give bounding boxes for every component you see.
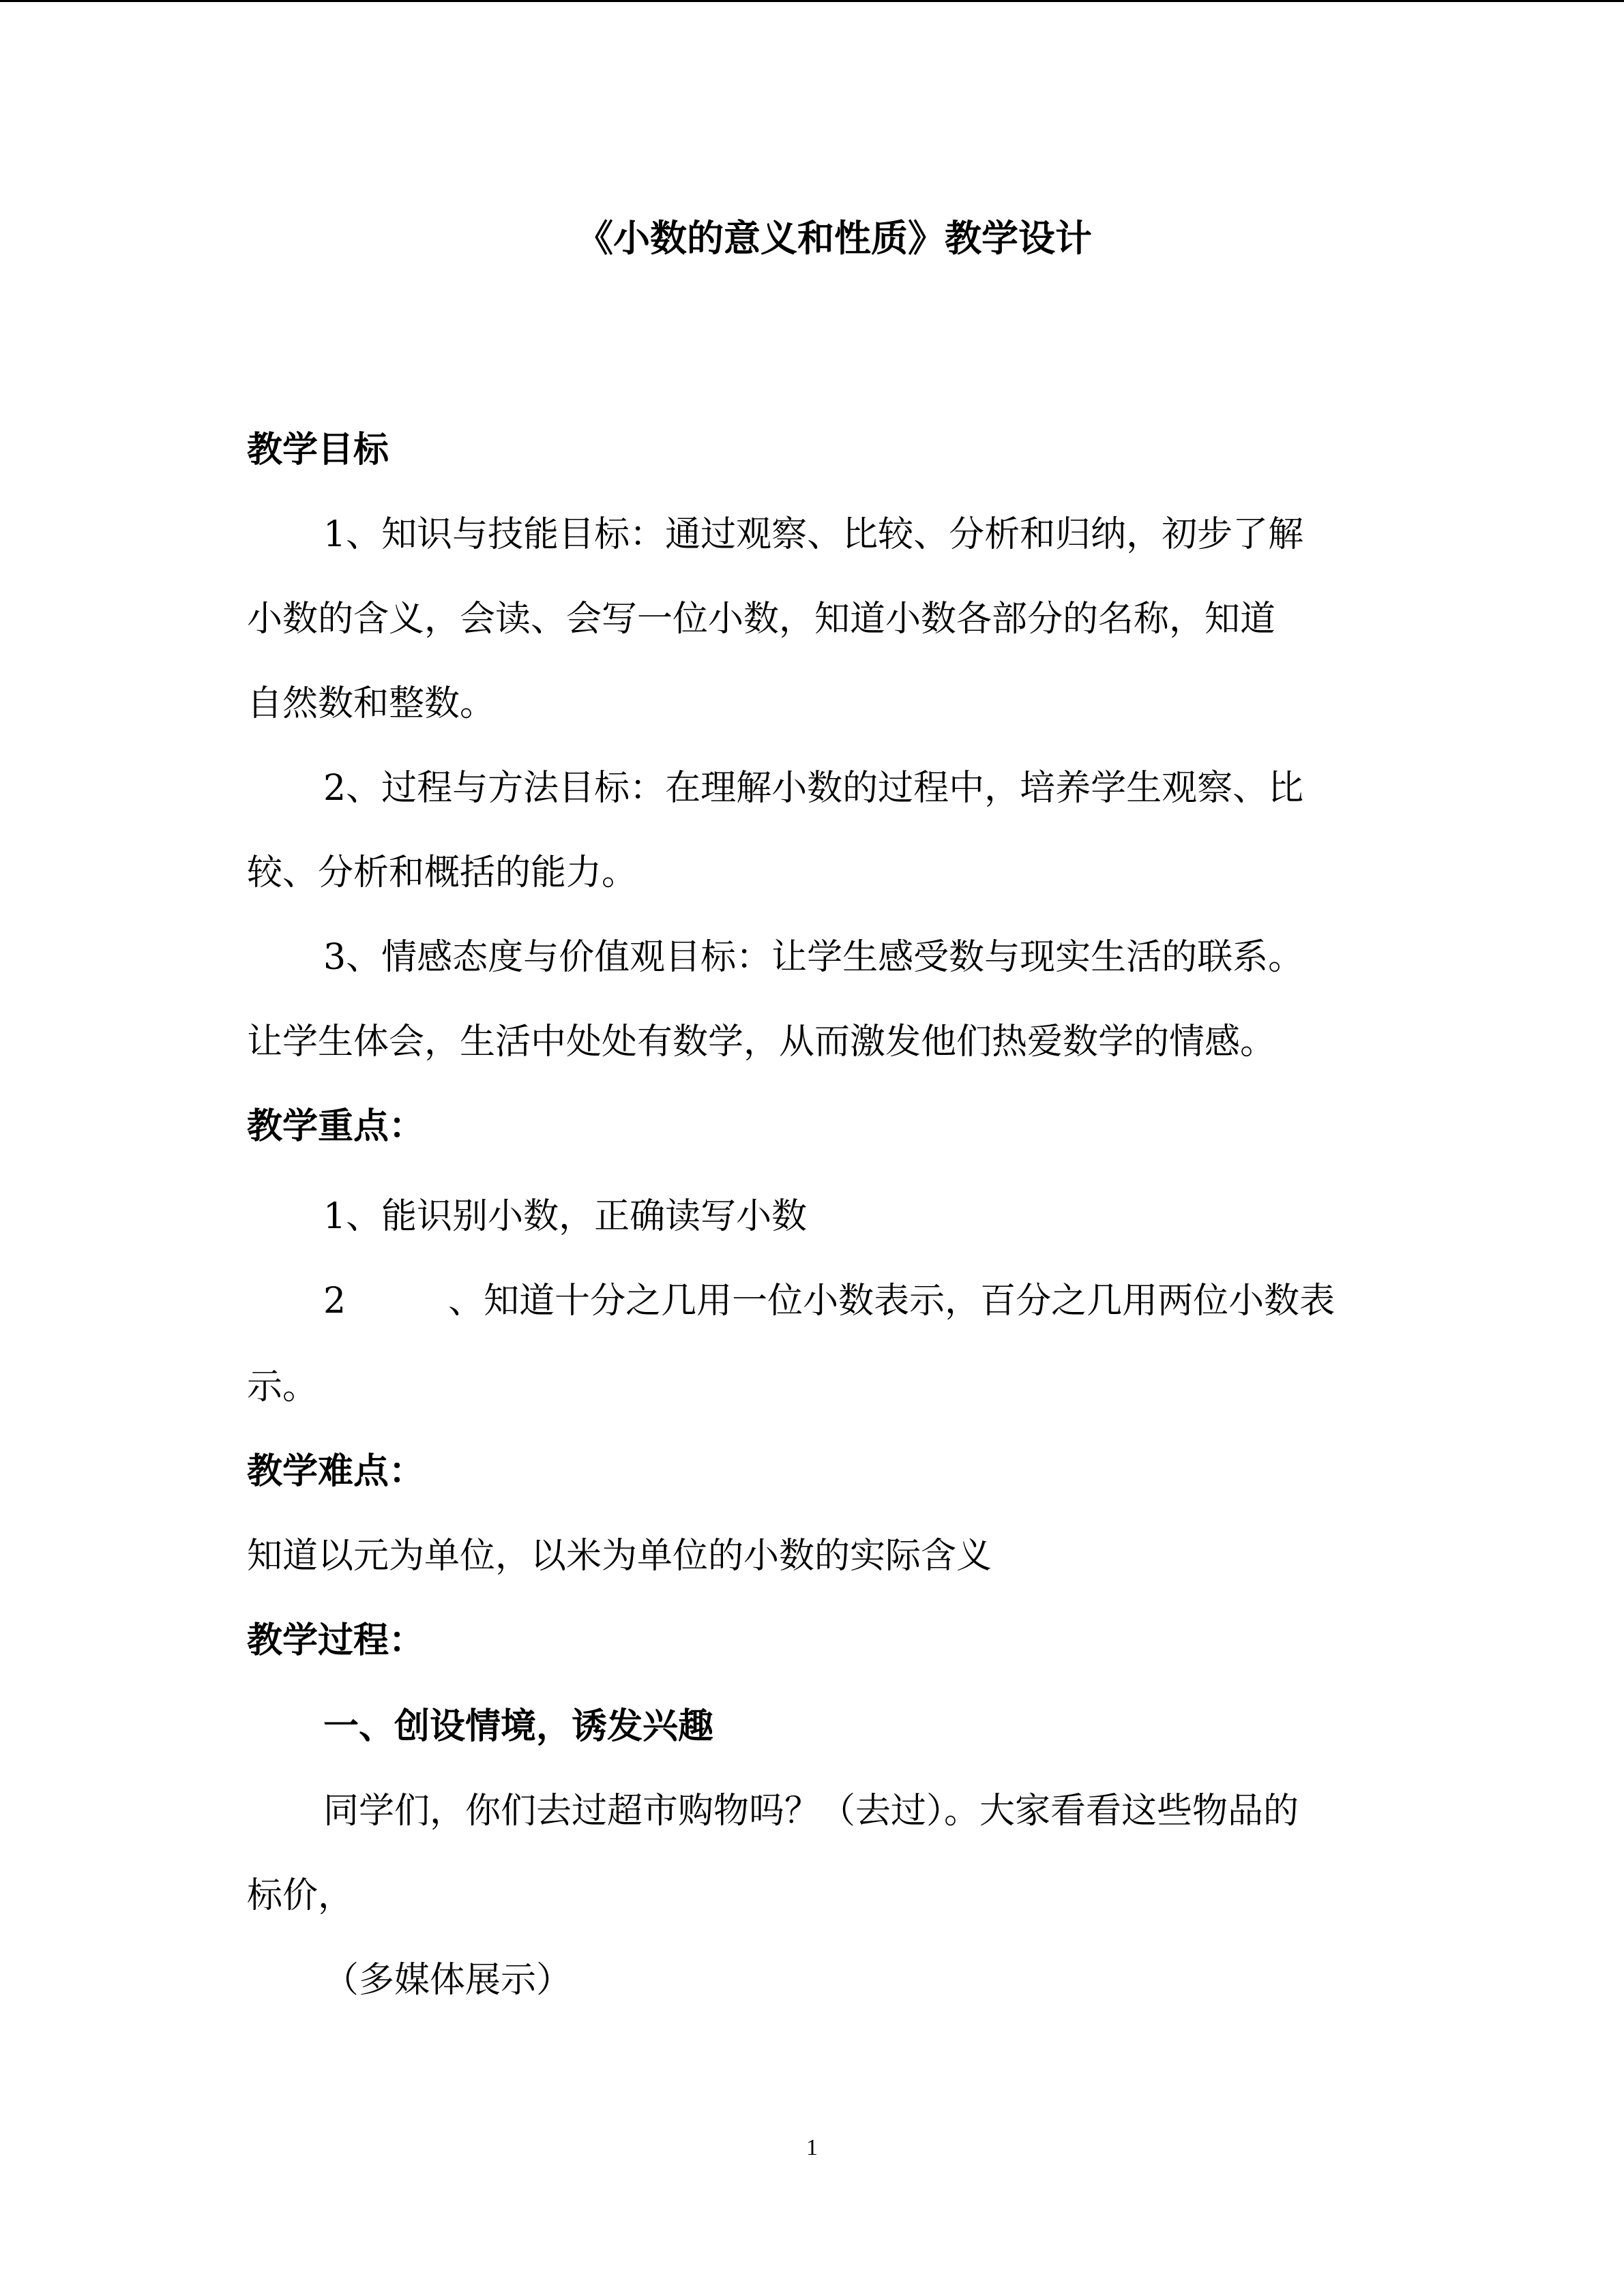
document-title: 《小数的意义和性质》教学设计 [576,217,1092,260]
objectives-heading: 教学目标 [247,430,389,471]
process-step-1-heading: 一、创设情境，诱发兴趣 [323,1706,714,1747]
difficulty-text: 知道以元为单位，以米为单位的小数的实际含义 [247,1536,992,1577]
key-points-heading: 教学重点： [247,1106,425,1147]
key-point-2-number: 2 [323,1281,346,1322]
process-step-1-line-3: （多媒体展示） [323,1960,572,2001]
objective-3-line-2: 让学生体会，生活中处处有数学，从而激发他们热爱数学的情感。 [247,1022,1276,1062]
process-step-1-line-1: 同学们，你们去过超市购物吗？（去过）。大家看看这些物品的 [323,1791,1299,1832]
process-step-1-line-2: 标价， [247,1875,354,1916]
objective-2-line-2: 较、分析和概括的能力。 [247,852,638,893]
page-number: 1 [806,2135,818,2160]
difficulties-heading: 教学难点： [247,1451,425,1492]
objective-2-line-1: 2、过程与方法目标：在理解小数的过程中，培养学生观察、比 [323,768,1304,809]
process-heading: 教学过程： [247,1620,425,1661]
key-point-1: 1、能识别小数，正确读写小数 [323,1196,808,1237]
objective-3-line-1: 3、情感态度与价值观目标：让学生感受数与现实生活的联系。 [323,937,1304,978]
objective-1-line-2: 小数的含义，会读、会写一位小数，知道小数各部分的名称，知道 [247,599,1276,640]
objective-1-line-3: 自然数和整数。 [247,683,496,724]
key-point-2-text: 、知道十分之几用一位小数表示，百分之几用两位小数表 [448,1281,1335,1322]
objective-1-line-1: 1、知识与技能目标：通过观察、比较、分析和归纳，初步了解 [323,514,1304,555]
top-border-line [0,0,1624,2]
key-point-2-line-2: 示。 [247,1367,319,1407]
key-point-2-line-1 [323,1279,1335,1323]
